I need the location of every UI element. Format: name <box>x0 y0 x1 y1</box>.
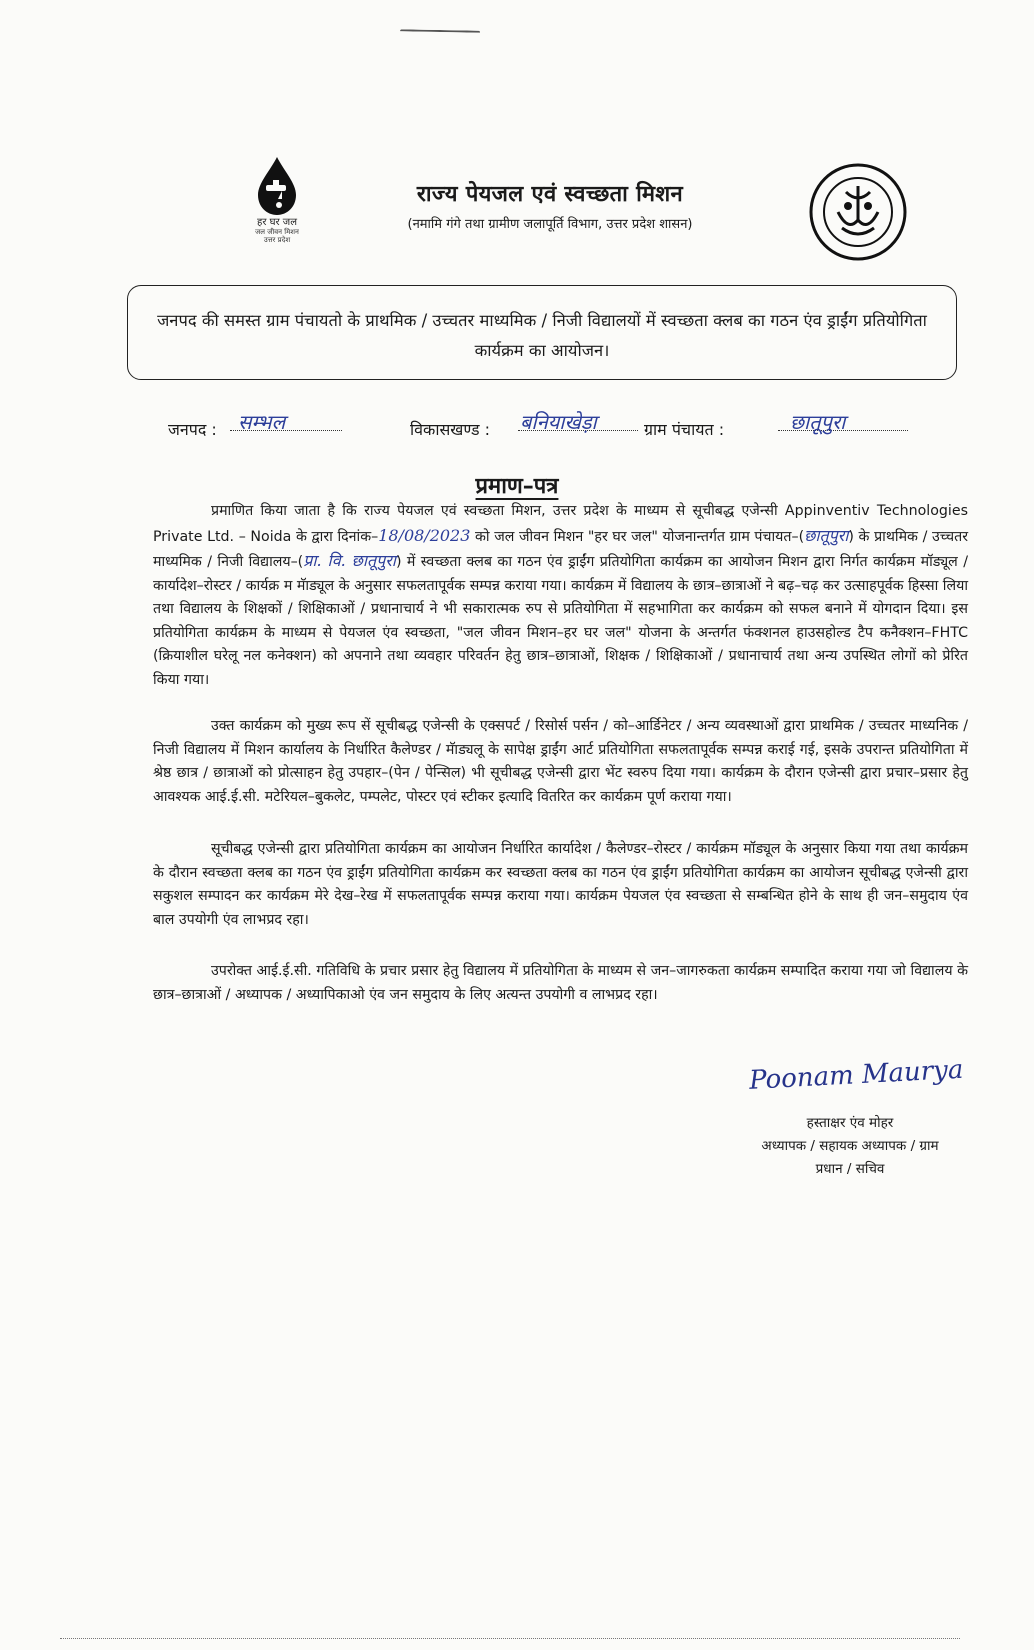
paragraph-2 <box>153 715 968 809</box>
water-drop-tap-icon <box>252 155 302 217</box>
certificate-title <box>0 470 1034 500</box>
gram-panchayat-label: ग्राम पंचायत : <box>644 420 725 439</box>
p1-text-b: को जल जीवन मिशन "हर घर जल" योजनान्तर्गत ग्राम पंचायत–( <box>470 528 805 545</box>
p1-gram-panchayat: छातूपुरा <box>804 525 849 545</box>
signatory-designation: अध्यापक / सहायक अध्यापक / ग्राम <box>761 1138 939 1154</box>
letterhead <box>340 178 760 232</box>
logo-caption: हर घर जल <box>257 217 297 228</box>
topic-box: जनपद की समस्त ग्राम पंचायतो के प्राथमिक / उच्चतर माध्यमिक / निजी विद्यालयों में स्वच्छता क्लब का गठन एंव ड्राईंग प्रतियोगिता कार्यक्रम का आयोजन। <box>127 285 957 380</box>
signature-caption: हस्ताक्षर एंव मोहर <box>806 1115 894 1131</box>
logo-caption-state: उत्तर प्रदेश <box>263 236 291 244</box>
p4-text: उपरोक्त आई.ई.सी. गतिविधि के प्रचार प्रसार हेतु विद्यालय में प्रतियोगिता के माध्यम से जन–जागरुकता कार्यक्रम सम्पादित कराया गया जो विद्यालय के छात्र–छात्राओं / अध्यापक / अध्यापिकाओ एंव जन समुदाय के लिए अत्यन्त उपयोगी व लाभप्रद रहा। <box>153 963 968 1003</box>
p1-date: 18/08/2023 <box>378 525 471 545</box>
scan-mark <box>400 29 480 35</box>
vikaskhand-label: विकासखण्ड : <box>410 420 491 439</box>
p1-text-c: ) के प्राथमिक / उच्चतर माध्यमिक / निजी विद्यालय–( <box>153 528 968 570</box>
signature-block <box>745 1054 975 1177</box>
certificate-title-text: प्रमाण–पत्र <box>475 474 559 499</box>
p2-text: उक्त कार्यक्रम को मुख्य रूप सें सूचीबद्ध एजेन्सी के एक्सपर्ट / रिसोर्स पर्सन / को–आर्डिनेटर / अन्य व्यवस्थाओं द्वारा प्राथमिक / उच्चतर माध्यनिक / निजी विद्यालय में मिशन कार्यालय के निर्धारित कैलेण्डर / मॅाड्यलू के सापेक्ष ड्राईंग आर्ट प्रतियोगिता सफलतापूर्वक सम्पन्न कराई गई, इसके उपरान्त प्रतियोगिता में श्रेष्ठ छात्र / छात्राओं को प्रोत्साहन हेतु उपहार–(पेन / पेन्सिल) भी सूचीबद्ध एजेन्सी द्वारा भेंट स्वरुप दिया गया। कार्यक्रम के दौरान एजेन्सी द्वारा प्रचार–प्रसार हेतु आवश्यक आई.ई.सी. मटेरियल–बुकलेट, पम्पलेट, पोस्टर एवं स्टीकर इत्यादि वितरित कर कार्यक्रम पूर्ण कराया गया। <box>153 718 968 805</box>
mission-title: राज्य पेयजल एवं स्वच्छता मिशन <box>416 182 684 207</box>
paragraph-1 <box>153 500 968 692</box>
janpad-value: सम्भल <box>238 410 286 434</box>
janpad-label: जनपद : <box>168 420 217 439</box>
vikaskhand-value: बनियाखेड़ा <box>520 410 597 434</box>
p3-text: सूचीबद्ध एजेन्सी द्वारा प्रतियोगिता कार्यक्रम का आयोजन निर्धारित कार्यादेश / कैलेण्डर–रोस्टर / कार्यक्रम मॉड्यूल के अनुसार किया गया तथा कार्यक्रम के दौरान स्वच्छता क्लब का गठन एंव ड्राईंग प्रतियोगिता कार्यक्रम कर स्वच्छता क्लब का गठन एंव ड्राईंग प्रतियोगिता कार्यक्रम का आयोजन सूचीबद्ध एजेन्सी द्वारा सकुशल सम्पादन कर कार्यक्रम मेरे देख–रेख में सफलतापूर्वक सम्पन्न कराया गया। कार्यक्रम पेयजल एंव स्वच्छता से सम्बन्धित होने के साथ ही जन–समुदाय एंव बाल उपयोगी एंव लाभप्रद रहा। <box>153 841 968 928</box>
handwritten-signature: Poonam Maurya <box>748 1054 965 1096</box>
up-state-emblem-icon <box>808 162 908 262</box>
paragraph-4 <box>153 960 968 1007</box>
mission-subtitle: (नमामि गंगे तथा ग्रामीण जलापूर्ति विभाग, उत्तर प्रदेश शासन) <box>407 217 693 232</box>
page-bottom-rule <box>60 1638 960 1639</box>
har-ghar-jal-logo <box>232 155 322 244</box>
p1-school: प्रा. वि. छातूपुरा <box>303 551 396 570</box>
paragraph-3 <box>153 838 968 932</box>
p1-text-d: ) में स्वच्छता क्लब का गठन एंव ड्राईंग प्रतियोगिता कार्यक्रम का आयोजन मिशन द्वारा निर्गत कार्यक्रम मॉड्यूल / कार्यादेश–रोस्टर / कार्यक्र म मॅाड्यूल के अनुसार सफलतापूर्वक सम्पन्न कराया गया। कार्यक्रम में विद्यालय के छात्र–छात्राओं ने बढ़–चढ़ कर उत्साहपूर्वक हिस्सा लिया तथा विद्यालय के शिक्षकों / शिक्षिकाओं / प्रधानाचार्य ने भी सकारात्मक रुप से प्रतियोगिता में सहभागिता कर कार्यक्रम को सफल बनाने में योगदान दिया। इस प्रतियोगिता कार्यक्रम के माध्यम से पेयजल एंव स्वच्छता, "जल जीवन मिशन–हर घर जल" योजना के अन्तर्गत फंक्शनल हाउसहोल्ड टैप कनैक्शन–FHTC (क्रियाशील घरेलू नल कनेक्शन) को अपनाने तथा व्यवहार परिवर्तन हेतु छात्र–छात्राओं, शिक्षक / शिक्षिकाओं / प्रधानाचार्य तथा अन्य उपस्थित लोगों को प्रेरित किया गया। <box>153 554 968 688</box>
p1-text-a: प्रमाणित किया जाता है कि राज्य पेयजल एवं स्वच्छता मिशन, उत्तर प्रदेश के माध्यम से सूचीबद्ध एजेन्सी Appinventiv Technologies Private Ltd. – Noida के द्वारा दिनांक– <box>153 503 968 545</box>
signatory-designation-cont: प्रधान / सचिव <box>815 1161 885 1177</box>
gram-panchayat-value: छातूपुरा <box>790 410 846 434</box>
logo-caption-sub: जल जीवन मिशन <box>255 228 299 236</box>
